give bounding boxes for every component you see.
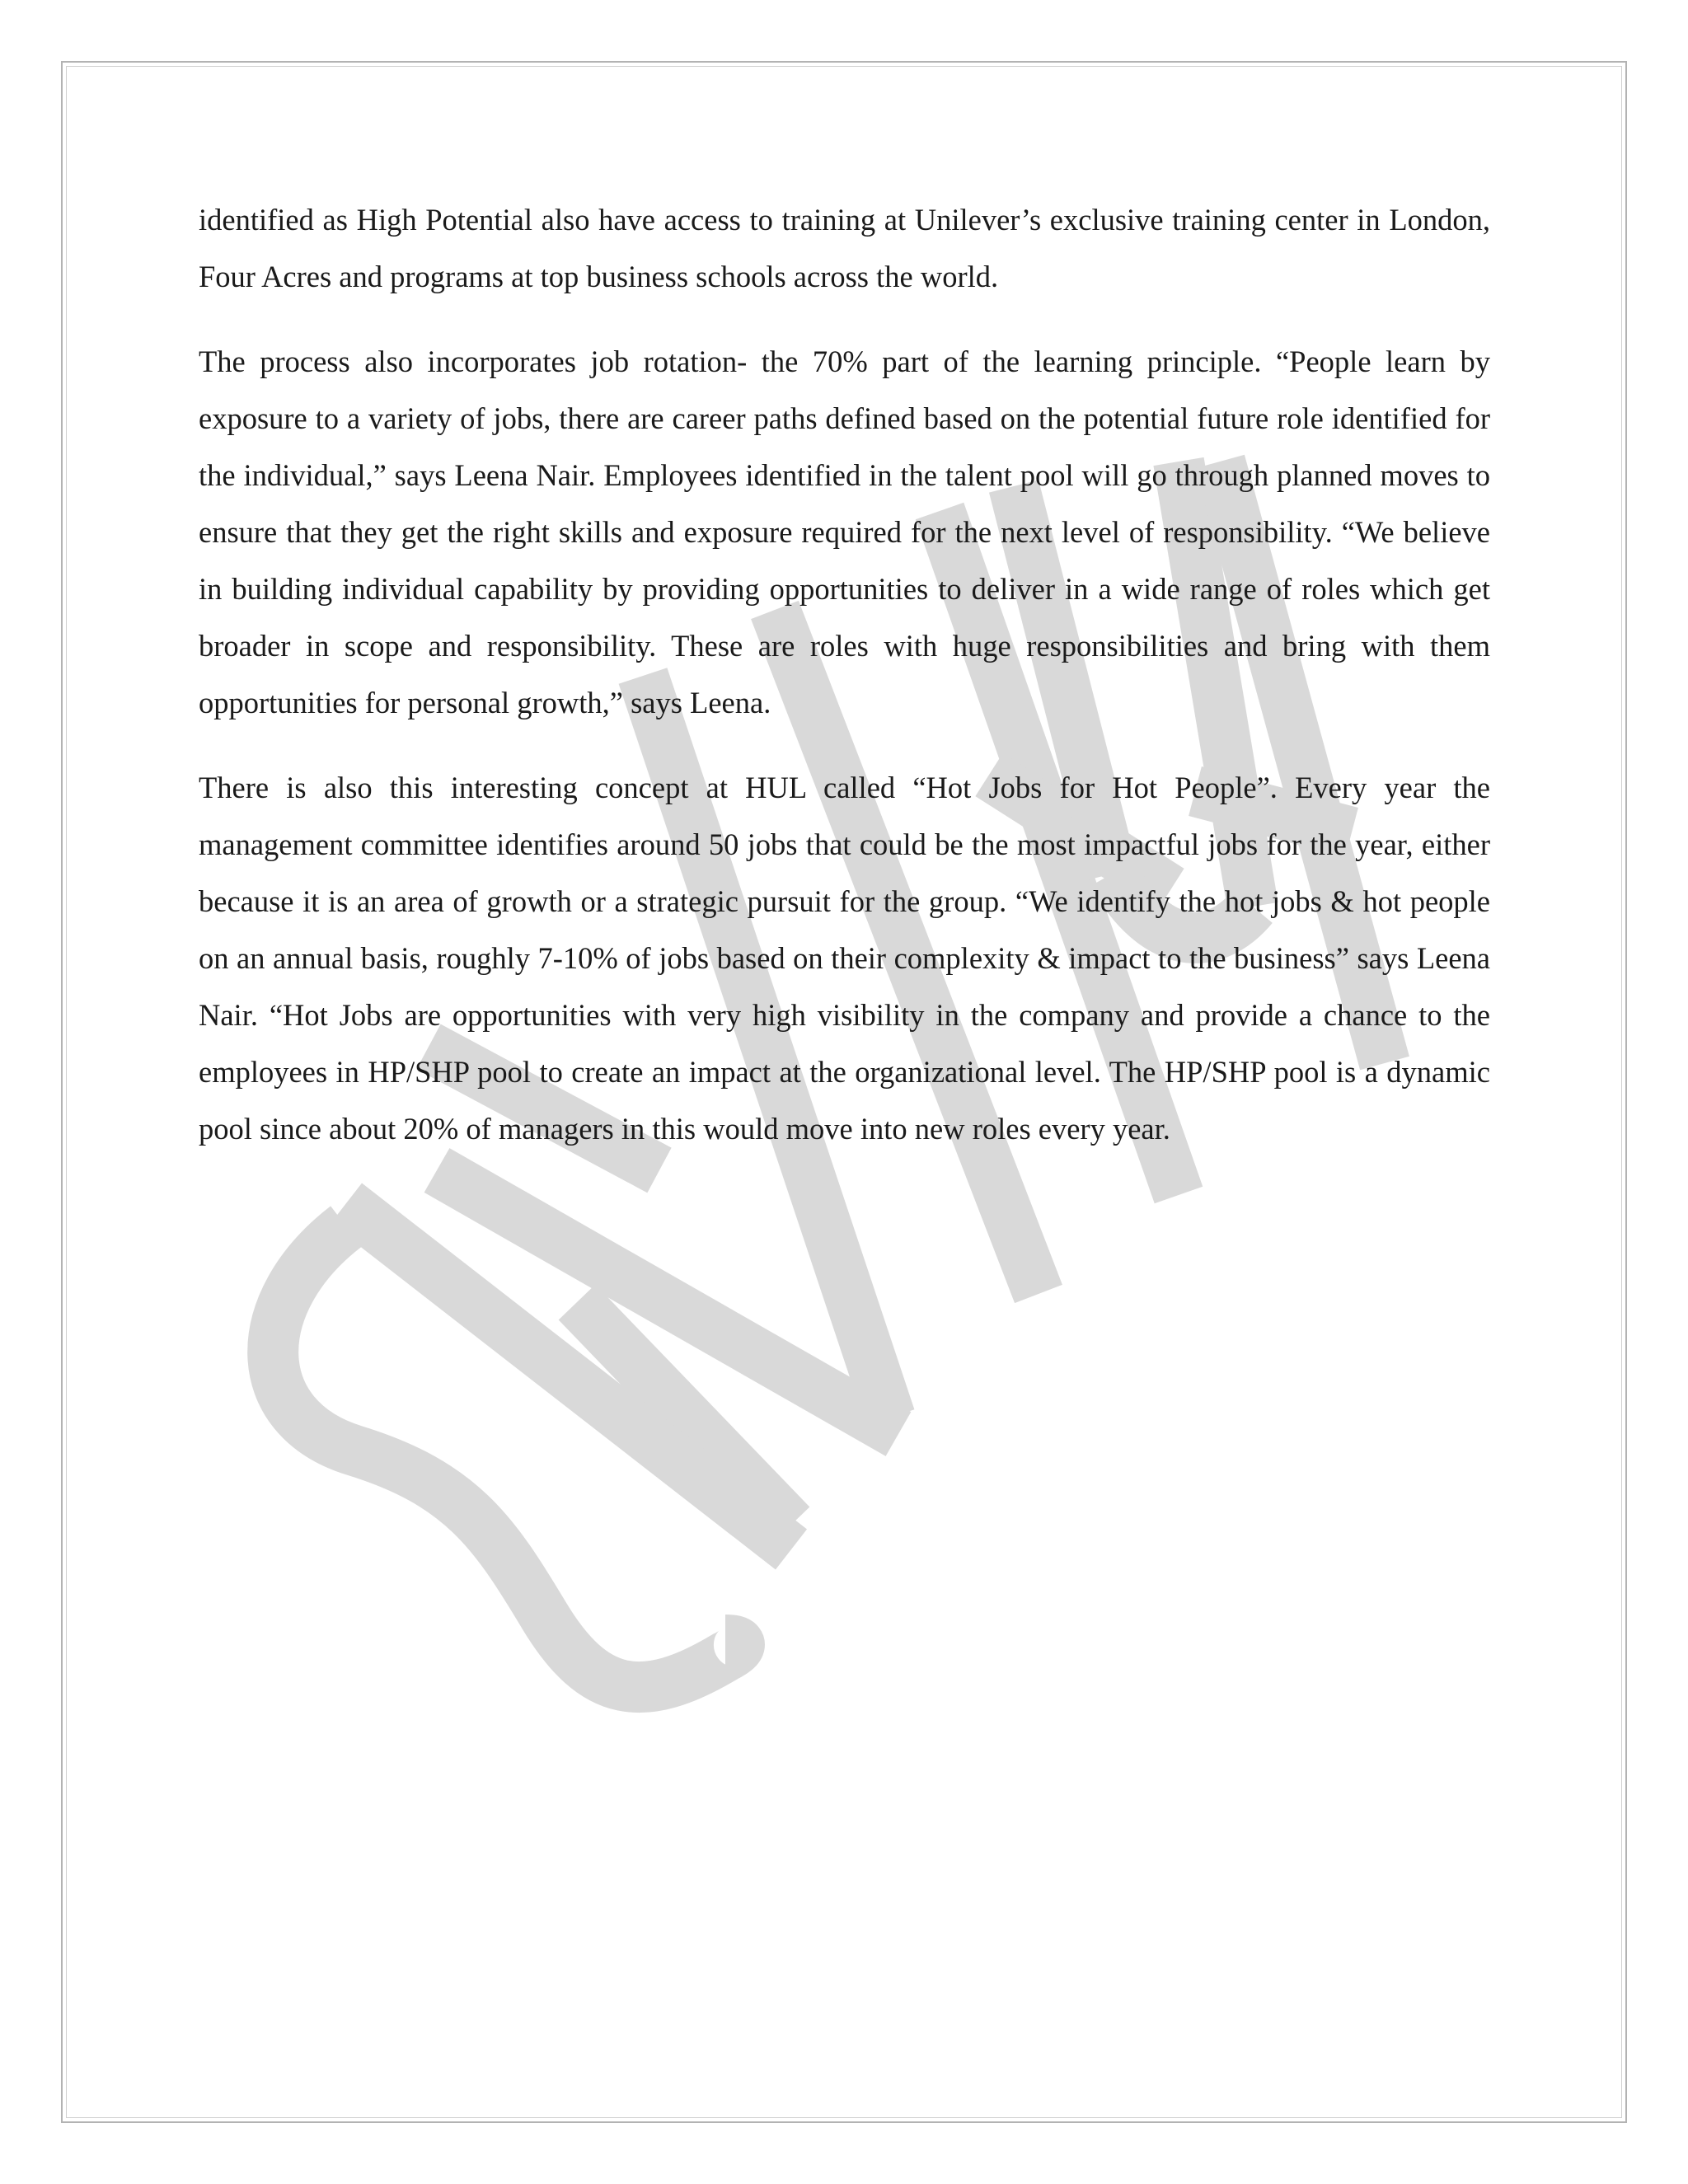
paragraph: identified as High Potential also have access to training at Unilever’s exclusive training center in London, Four Acres and programs at top business schools across the world. (199, 203, 1490, 293)
paragraph: There is also this interesting concept at HUL called “Hot Jobs for Hot People”. Every year the management committee identifies around 50 jobs that could be the most impactful jobs for the year, either because it is an area of growth or a strategic pursuit for the group. “We identify the hot jobs & hot people on an annual basis, roughly 7-10% of jobs based on their complexity & impact to the business” says Leena Nair. “Hot Jobs are opportunities with very high visibility in the company and provide a chance to the employees in HP/SHP pool to create an impact at the organizational level. The HP/SHP pool is a dynamic pool since about 20% of managers in this would move into new roles every year. (199, 771, 1490, 1146)
paragraph: The process also incorporates job rotation- the 70% part of the learning principle. “People learn by exposure to a variety of jobs, there are career paths defined based on the potential future role identified for the individual,” says Leena Nair. Employees identified in the talent pool will go through planned moves to ensure that they get the right skills and exposure required for the next level of responsibility. “We believe in building individual capability by providing opportunities to deliver in a wide range of roles which get broader in scope and responsibility. These are roles with huge responsibilities and bring with them opportunities for personal growth,” says Leena. (199, 344, 1490, 719)
document-body (199, 191, 1490, 1185)
